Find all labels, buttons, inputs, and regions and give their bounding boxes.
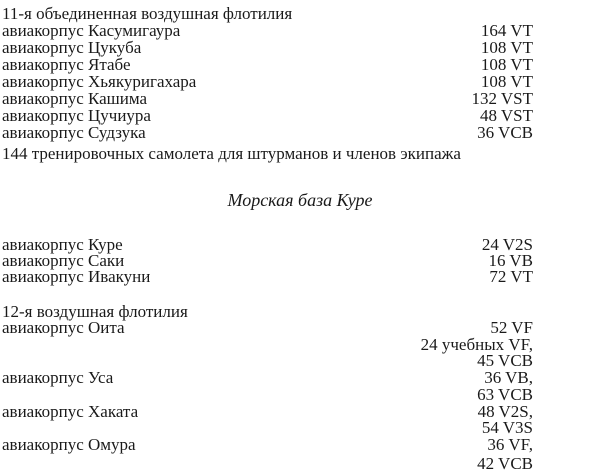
unit-value: 24 учебных VF, xyxy=(420,335,533,354)
unit-value: 48 V2S, xyxy=(477,402,533,421)
unit-name: авиакорпус Уса xyxy=(2,368,114,387)
unit-value: 36 VB, xyxy=(484,368,533,387)
unit-value: 132 VST xyxy=(471,89,533,108)
unit-value: 36 VF, xyxy=(487,435,533,454)
unit-value: 54 V3S xyxy=(481,418,533,437)
unit-value: 16 VB xyxy=(488,251,533,270)
unit-name: авиакорпус Оита xyxy=(2,318,125,337)
unit-name: авиакорпус Ивакуни xyxy=(2,267,151,286)
unit-name: авиакорпус Цукуба xyxy=(2,38,142,57)
unit-value: 45 VCB xyxy=(477,351,533,370)
unit-name: авиакорпус Цучиура xyxy=(2,106,151,125)
section-title: 11-я объединенная воздушная флотилия xyxy=(2,4,293,23)
unit-name: авиакорпус Хаката xyxy=(2,402,139,421)
unit-name: авиакорпус Касумигаура xyxy=(2,21,181,40)
unit-value: 42 VCB xyxy=(477,454,533,473)
section-title: 12-я воздушная флотилия xyxy=(2,302,188,321)
unit-value: 164 VT xyxy=(480,21,533,40)
unit-value: 24 V2S xyxy=(481,235,533,254)
unit-value: 36 VCB xyxy=(477,123,533,142)
section-heading: Морская база Куре xyxy=(227,190,373,210)
unit-name: авиакорпус Хьякуригахара xyxy=(2,72,197,91)
unit-name: авиакорпус Судзука xyxy=(2,123,146,142)
unit-name: авиакорпус Саки xyxy=(2,251,125,270)
unit-value: 63 VCB xyxy=(477,385,533,404)
unit-name: авиакорпус Куре xyxy=(2,235,123,254)
unit-value: 48 VST xyxy=(479,106,533,125)
unit-name: авиакорпус Омура xyxy=(2,435,136,454)
unit-value: 72 VT xyxy=(489,267,533,286)
unit-value: 108 VT xyxy=(480,38,533,57)
unit-value: 52 VF xyxy=(490,318,533,337)
unit-value: 108 VT xyxy=(480,72,533,91)
unit-value: 108 VT xyxy=(480,55,533,74)
section-note: 144 тренировочных самолета для штурманов и членов экипажа xyxy=(2,144,461,163)
unit-name: авиакорпус Кашима xyxy=(2,89,148,108)
unit-name: авиакорпус Ятабе xyxy=(2,55,131,74)
